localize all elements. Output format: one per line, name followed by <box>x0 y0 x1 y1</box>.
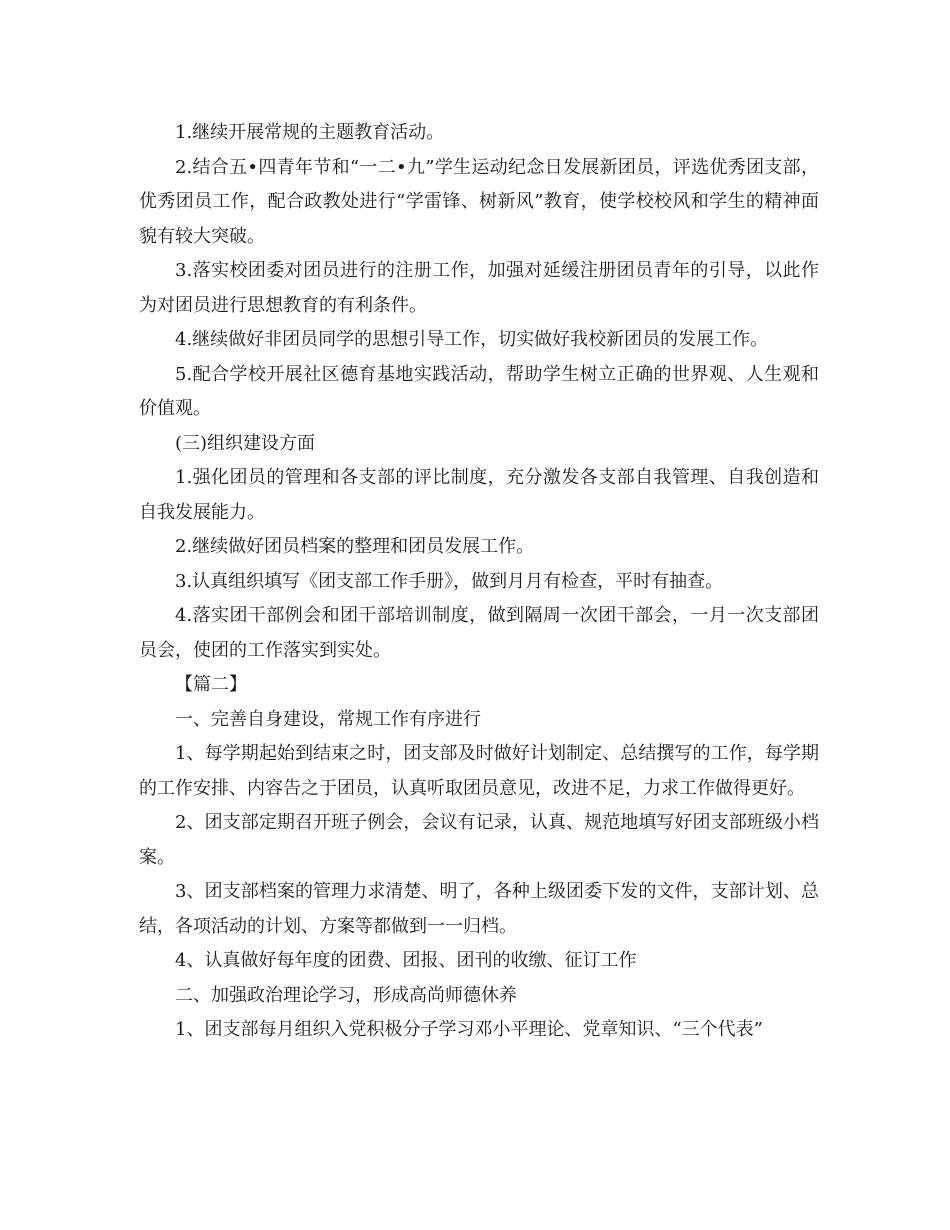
paragraph-16: 4、认真做好每年度的团费、团报、团刊的收缴、征订工作 <box>175 950 637 971</box>
paragraph-15: 3、团支部档案的管理力求清楚、明了，各种上级团委下发的文件，支部计划、总结，各项活动的计划、方案等都做到一一归档。 <box>139 881 819 937</box>
paragraph-3: 3.落实校团委对团员进行的注册工作，加强对延缓注册团员青年的引导，以此作为对团员进行思想教育的有利条件。 <box>139 260 819 316</box>
paragraph-8: 2.继续做好团员档案的整理和团员发展工作。 <box>175 536 535 557</box>
section-heading-political-study: 二、加强政治理论学习，形成高尚师德休养 <box>175 984 517 1006</box>
paragraph-7: 1.强化团员的管理和各支部的评比制度，充分激发各支部自我管理、自我创造和自我发展能力。 <box>139 467 819 523</box>
document-body <box>139 116 819 1048</box>
paragraph-2: 2.结合五•四青年节和“一二•九”学生运动纪念日发展新团员，评选优秀团支部，优秀团员工作，配合政教处进行“学雷锋、树新风”教育，使学校校风和学生的精神面貌有较大突破。 <box>139 156 819 247</box>
paragraph-1: 1.继续开展常规的主题教育活动。 <box>175 122 445 143</box>
paragraph-14: 2、团支部定期召开班子例会，会议有记录，认真、规范地填写好团支部班级小档案。 <box>139 812 819 868</box>
article-heading-part-two: 【篇二】 <box>175 674 247 695</box>
paragraph-5: 5.配合学校开展社区德育基地实践活动，帮助学生树立正确的世界观、人生观和价值观。 <box>139 363 819 419</box>
paragraph-4: 4.继续做好非团员同学的思想引导工作，切实做好我校新团员的发展工作。 <box>175 329 769 350</box>
section-heading-self-building: 一、完善自身建设，常规工作有序进行 <box>175 708 481 730</box>
paragraph-13: 1、每学期起始到结束之时，团支部及时做好计划制定、总结撰写的工作，每学期的工作安排、内容告之于团员，认真听取团员意见，改进不足，力求工作做得更好。 <box>139 743 819 799</box>
paragraph-9: 3.认真组织填写《团支部工作手册》，做到月月有检查，平时有抽查。 <box>175 570 724 592</box>
paragraph-18: 1、团支部每月组织入党积极分子学习邓小平理论、党章知识、“三个代表” <box>175 1019 763 1040</box>
paragraph-10: 4.落实团干部例会和团干部培训制度，做到隔周一次团干部会，一月一次支部团员会，使团的工作落实到实处。 <box>139 605 819 661</box>
section-heading-organization: (三)组织建设方面 <box>175 432 316 454</box>
